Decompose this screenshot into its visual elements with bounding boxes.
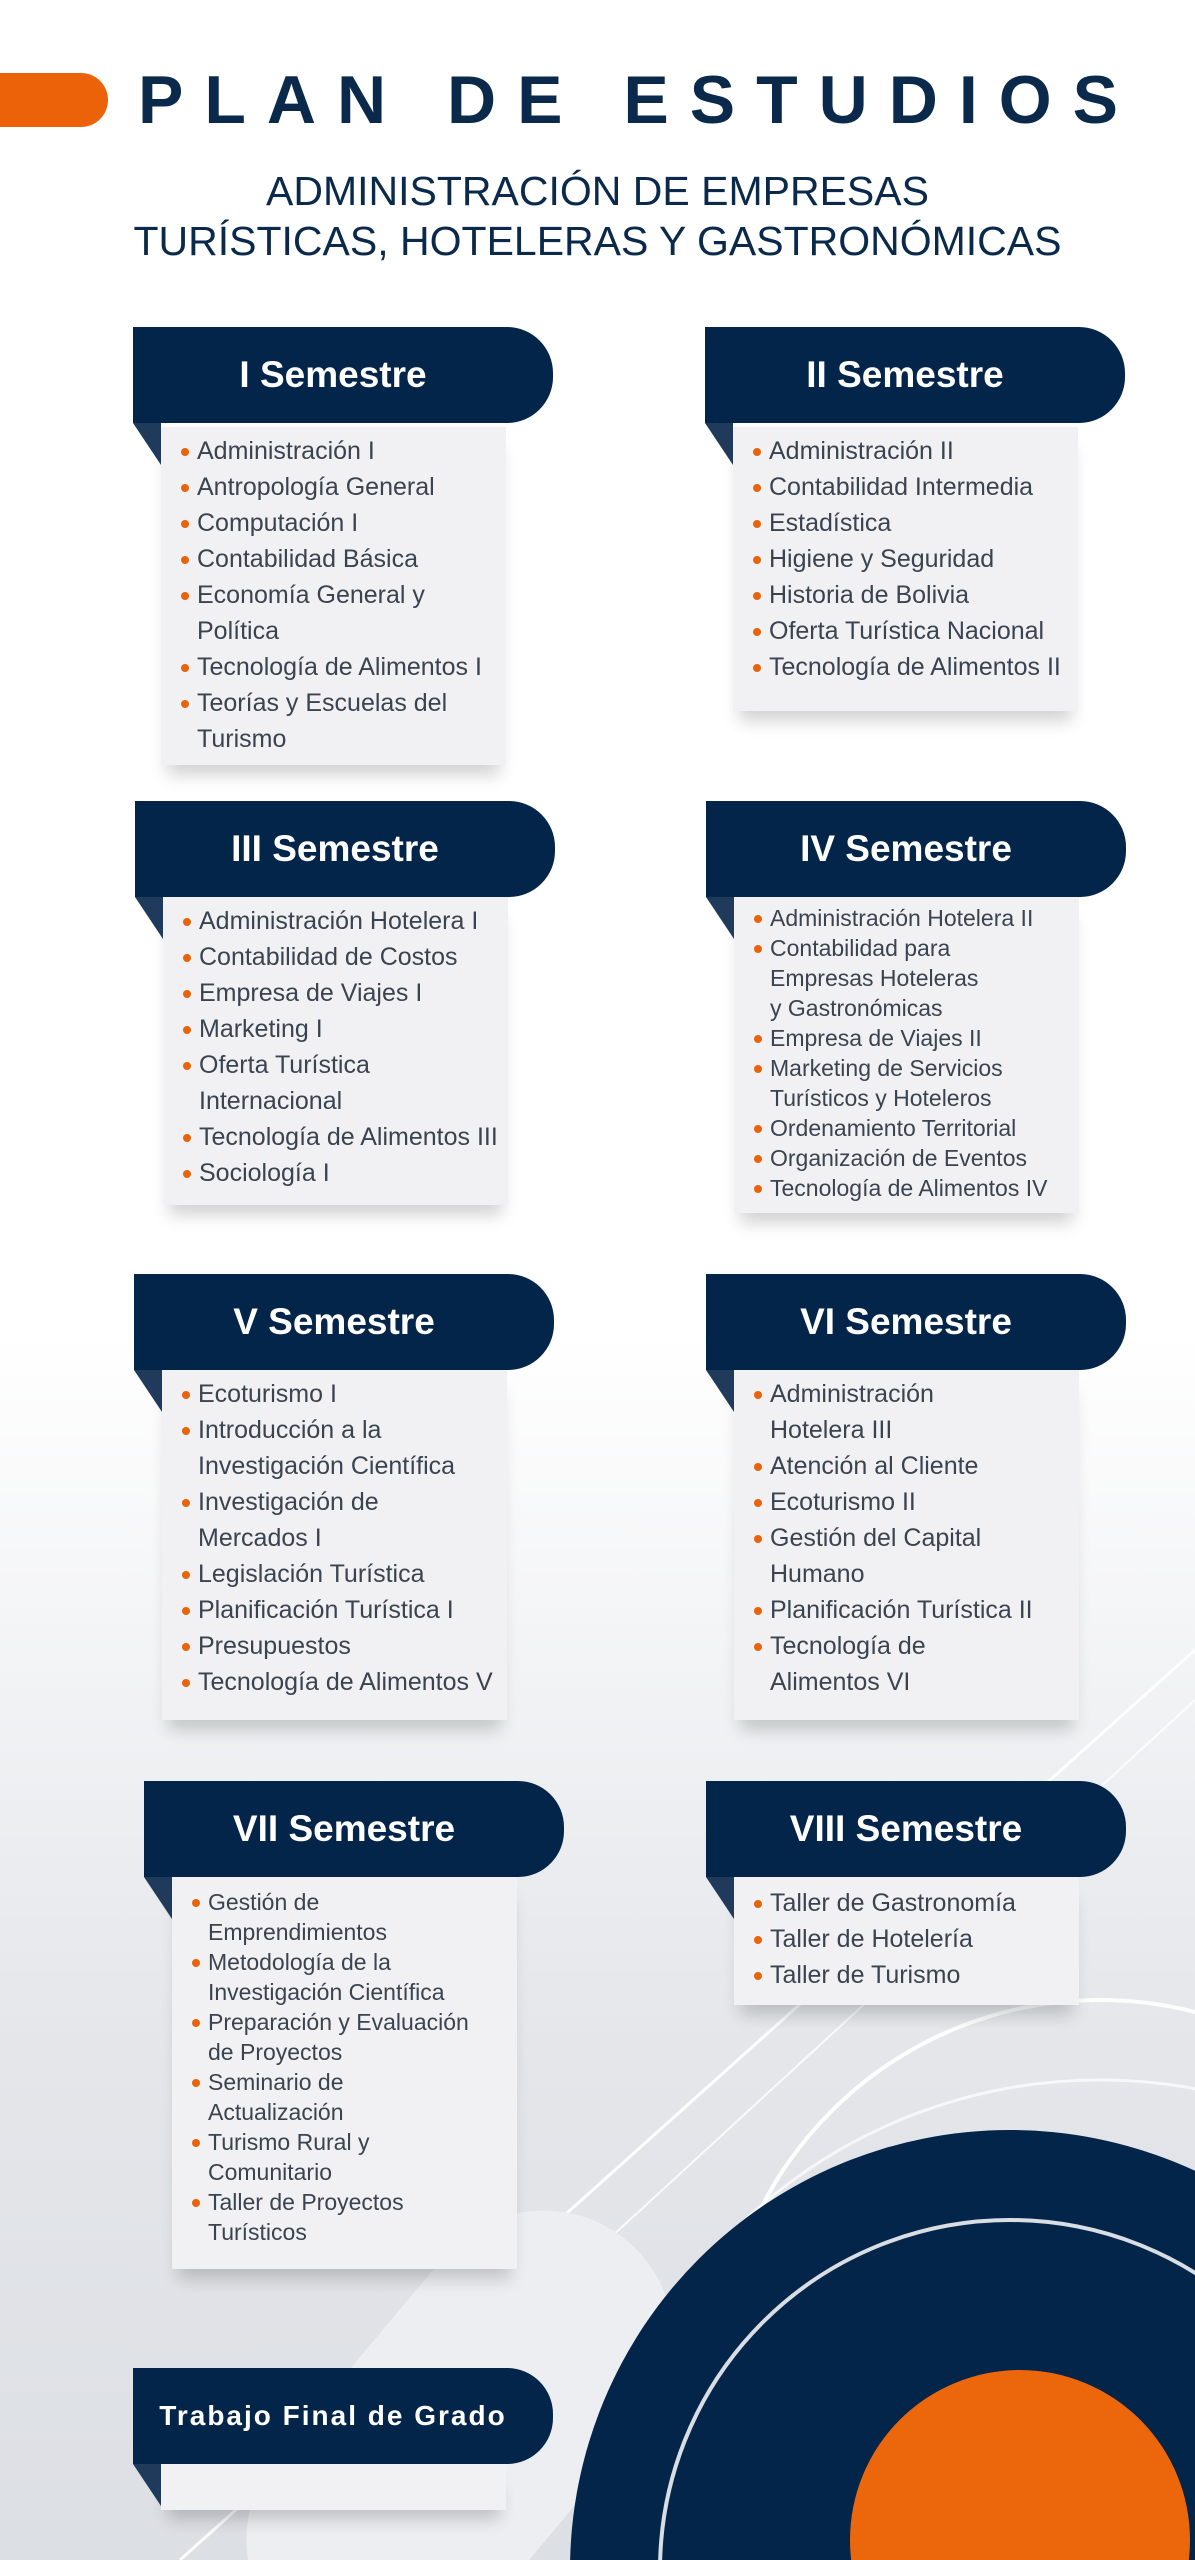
course-list: [751, 433, 1068, 685]
course-item: Empresa de Viajes I: [181, 975, 498, 1011]
course-item: Marketing de Servicios Turísticos y Hoteleros: [752, 1053, 1069, 1113]
course-list: [752, 1885, 1069, 1993]
accent-bar: [0, 73, 108, 127]
course-item: Administración Hotelera III: [752, 1376, 1069, 1448]
course-item: Empresa de Viajes II: [752, 1023, 1069, 1053]
semester-title: III Semestre: [135, 801, 555, 897]
course-item: Tecnología de Alimentos III: [181, 1119, 498, 1155]
course-list: [752, 1376, 1069, 1700]
course-item: Turismo Rural y Comunitario: [190, 2127, 507, 2187]
course-item: Organización de Eventos: [752, 1143, 1069, 1173]
course-item: Administración I: [179, 433, 496, 469]
course-item: Contabilidad Básica: [179, 541, 496, 577]
course-item: Preparación y Evaluación de Proyectos: [190, 2007, 507, 2067]
final-project-title: Trabajo Final de Grado: [133, 2368, 553, 2464]
course-item: Taller de Turismo: [752, 1957, 1069, 1993]
semester-title: V Semestre: [134, 1274, 554, 1370]
course-item: Sociología I: [181, 1155, 498, 1191]
ribbon-fold: [706, 1877, 734, 1919]
course-list-card: [733, 427, 1078, 711]
course-item: Tecnología de Alimentos IV: [752, 1173, 1069, 1203]
semester-title: VIII Semestre: [706, 1781, 1126, 1877]
course-item: Presupuestos: [180, 1628, 497, 1664]
subtitle-line-2: TURÍSTICAS, HOTELERAS Y GASTRONÓMICAS: [133, 218, 1062, 264]
course-item: Tecnología de Alimentos V: [180, 1664, 497, 1700]
course-item: Planificación Turística I: [180, 1592, 497, 1628]
course-item: Estadística: [751, 505, 1068, 541]
page-title: PLAN DE ESTUDIOS: [138, 62, 1139, 138]
course-list-card: [163, 897, 508, 1205]
course-item: Gestión del Capital Humano: [752, 1520, 1069, 1592]
course-item: Investigación de Mercados I: [180, 1484, 497, 1556]
course-list-card: [734, 1370, 1079, 1720]
course-item: Ecoturismo I: [180, 1376, 497, 1412]
course-item: Planificación Turística II: [752, 1592, 1069, 1628]
course-item: Ordenamiento Territorial: [752, 1113, 1069, 1143]
course-item: Historia de Bolivia: [751, 577, 1068, 613]
course-item: Marketing I: [181, 1011, 498, 1047]
course-item: Computación I: [179, 505, 496, 541]
course-item: Administración Hotelera II: [752, 903, 1069, 933]
course-item: Taller de Hotelería: [752, 1921, 1069, 1957]
course-item: Ecoturismo II: [752, 1484, 1069, 1520]
ribbon-fold: [133, 2464, 161, 2506]
course-list-card: [734, 1877, 1079, 2005]
semester-title: II Semestre: [705, 327, 1125, 423]
ribbon-fold: [133, 423, 161, 465]
course-list-card: [161, 427, 506, 765]
course-list-card: [172, 1877, 517, 2269]
course-item: Administración II: [751, 433, 1068, 469]
course-item: Contabilidad para Empresas Hoteleras y Gastronómicas: [752, 933, 1069, 1023]
course-item: Contabilidad de Costos: [181, 939, 498, 975]
course-item: Seminario de Actualización: [190, 2067, 507, 2127]
semester-title: VII Semestre: [144, 1781, 564, 1877]
course-item: Economía General y Política: [179, 577, 496, 649]
course-list-card: [162, 1370, 507, 1720]
course-item: Higiene y Seguridad: [751, 541, 1068, 577]
course-item: Administración Hotelera I: [181, 903, 498, 939]
course-list: [179, 433, 496, 757]
course-item: Antropología General: [179, 469, 496, 505]
semester-title: VI Semestre: [706, 1274, 1126, 1370]
course-item: Contabilidad Intermedia: [751, 469, 1068, 505]
ribbon-fold: [134, 1370, 162, 1412]
ribbon-fold: [144, 1877, 172, 1919]
semester-title: IV Semestre: [706, 801, 1126, 897]
ribbon-fold: [706, 897, 734, 939]
course-list: [752, 903, 1069, 1203]
course-list: [181, 903, 498, 1191]
course-item: Oferta Turística Nacional: [751, 613, 1068, 649]
course-item: Gestión de Emprendimientos: [190, 1887, 507, 1947]
course-item: Metodología de la Investigación Científica: [190, 1947, 507, 2007]
ribbon-fold: [706, 1370, 734, 1412]
course-list: [180, 1376, 497, 1700]
course-item: Tecnología de Alimentos VI: [752, 1628, 1069, 1700]
course-item: Teorías y Escuelas del Turismo: [179, 685, 496, 757]
ribbon-fold: [705, 423, 733, 465]
course-item: Legislación Turística: [180, 1556, 497, 1592]
course-item: Taller de Gastronomía: [752, 1885, 1069, 1921]
program-subtitle: [40, 166, 1155, 266]
course-item: Tecnología de Alimentos I: [179, 649, 496, 685]
course-item: Taller de Proyectos Turísticos: [190, 2187, 507, 2247]
ribbon-fold: [135, 897, 163, 939]
course-item: Oferta Turística Internacional: [181, 1047, 498, 1119]
course-list: [190, 1887, 507, 2247]
subtitle-line-1: ADMINISTRACIÓN DE EMPRESAS: [266, 168, 929, 214]
course-list-card: [734, 897, 1079, 1213]
course-item: Tecnología de Alimentos II: [751, 649, 1068, 685]
final-project-body: [161, 2464, 506, 2510]
course-item: Introducción a la Investigación Científica: [180, 1412, 497, 1484]
semester-title: I Semestre: [133, 327, 553, 423]
course-item: Atención al Cliente: [752, 1448, 1069, 1484]
